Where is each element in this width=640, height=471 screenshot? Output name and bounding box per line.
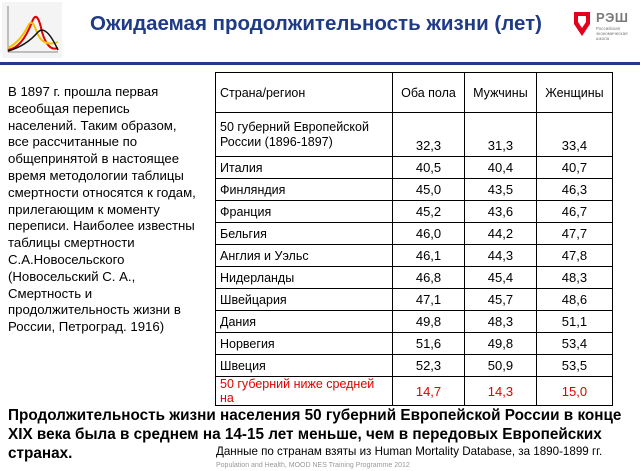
table-row — [216, 157, 613, 179]
cell-both: 14,7 — [393, 377, 465, 406]
cell-women: 46,3 — [536, 179, 612, 201]
cell-women: 47,7 — [536, 223, 612, 245]
cell-region: Франция — [216, 201, 393, 223]
table-row — [216, 113, 613, 157]
cell-men: 40,4 — [465, 157, 537, 179]
census-description-text: В 1897 г. прошла первая всеобщая перепись населений. Таким образом, все рассчитанные по общепринятой в настоящее время методологии таблицы смертности относятся к годам, прилегающим к моменту переписи. Наиболее известны таблицы смертности С.А.Новосельского (Новосельский С. А., Смертность и продолжительность жизни в России, Петроград. 1916) — [8, 84, 196, 335]
table-row-difference — [216, 377, 613, 406]
cell-both: 32,3 — [393, 113, 465, 157]
title-divider — [0, 62, 640, 65]
table-row — [216, 245, 613, 267]
cell-men: 14,3 — [465, 377, 537, 406]
cell-men: 31,3 — [465, 113, 537, 157]
conclusion-text: Продолжительность жизни населения 50 губерний Европейской России в конце XIX века была в среднем на 14-15 лет меньше, чем в передовых Европейских странах. — [8, 407, 622, 462]
cell-region: Швеция — [216, 355, 393, 377]
cell-region: Англия и Уэльс — [216, 245, 393, 267]
cell-both: 52,3 — [393, 355, 465, 377]
cell-both: 46,8 — [393, 267, 465, 289]
cell-men: 45,7 — [465, 289, 537, 311]
cell-women: 46,7 — [536, 201, 612, 223]
cell-women: 53,4 — [536, 333, 612, 355]
table-row — [216, 311, 613, 333]
cell-both: 46,0 — [393, 223, 465, 245]
table-row — [216, 267, 613, 289]
cell-both: 45,2 — [393, 201, 465, 223]
nes-logo — [570, 6, 638, 52]
cell-women: 48,3 — [536, 267, 612, 289]
cell-men: 43,5 — [465, 179, 537, 201]
cell-women: 15,0 — [536, 377, 612, 406]
nes-logo-icon — [570, 10, 594, 40]
cell-women: 53,5 — [536, 355, 612, 377]
page-title: Ожидаемая продолжительность жизни (лет) — [90, 12, 542, 35]
cell-both: 47,1 — [393, 289, 465, 311]
footer-text: Population and Health, MOOD NES Training Programme 2012 — [216, 462, 410, 469]
cell-region: 50 губерний Европейской России (1896-1897) — [216, 113, 393, 157]
header-region: Страна/регион — [216, 73, 393, 113]
cell-men: 50,9 — [465, 355, 537, 377]
table-row — [216, 179, 613, 201]
cell-both: 46,1 — [393, 245, 465, 267]
header-women: Женщины — [536, 73, 612, 113]
header — [0, 0, 640, 62]
cell-men: 44,2 — [465, 223, 537, 245]
nes-logo-subtitle: Российская экономическая школа — [596, 26, 628, 41]
cell-region: Нидерланды — [216, 267, 393, 289]
life-expectancy-table — [215, 72, 613, 406]
cell-both: 51,6 — [393, 333, 465, 355]
cell-women: 33,4 — [536, 113, 612, 157]
cell-both: 40,5 — [393, 157, 465, 179]
cell-both: 45,0 — [393, 179, 465, 201]
cell-women: 48,6 — [536, 289, 612, 311]
source-note: Данные по странам взяты из Human Mortality Database, за 1890-1899 гг. — [216, 445, 603, 458]
cell-both: 49,8 — [393, 311, 465, 333]
table-header-row — [216, 73, 613, 113]
cell-men: 48,3 — [465, 311, 537, 333]
cell-region: Дания — [216, 311, 393, 333]
census-description — [8, 84, 200, 336]
table-row — [216, 333, 613, 355]
logo-curves-icon — [2, 2, 62, 58]
table-row — [216, 223, 613, 245]
cell-women: 51,1 — [536, 311, 612, 333]
nes-logo-brand: РЭШ — [596, 10, 629, 25]
cell-region: Швейцария — [216, 289, 393, 311]
cell-men: 44,3 — [465, 245, 537, 267]
table-row — [216, 355, 613, 377]
cell-region: Италия — [216, 157, 393, 179]
table-row — [216, 201, 613, 223]
cell-region: Норвегия — [216, 333, 393, 355]
cell-men: 45,4 — [465, 267, 537, 289]
cell-region: Бельгия — [216, 223, 393, 245]
cell-women: 40,7 — [536, 157, 612, 179]
header-both: Оба пола — [393, 73, 465, 113]
cell-men: 43,6 — [465, 201, 537, 223]
cell-women: 47,8 — [536, 245, 612, 267]
table-row — [216, 289, 613, 311]
cell-region: Финляндия — [216, 179, 393, 201]
cell-region: 50 губерний ниже средней на — [216, 377, 393, 406]
header-men: Мужчины — [465, 73, 537, 113]
cell-men: 49,8 — [465, 333, 537, 355]
